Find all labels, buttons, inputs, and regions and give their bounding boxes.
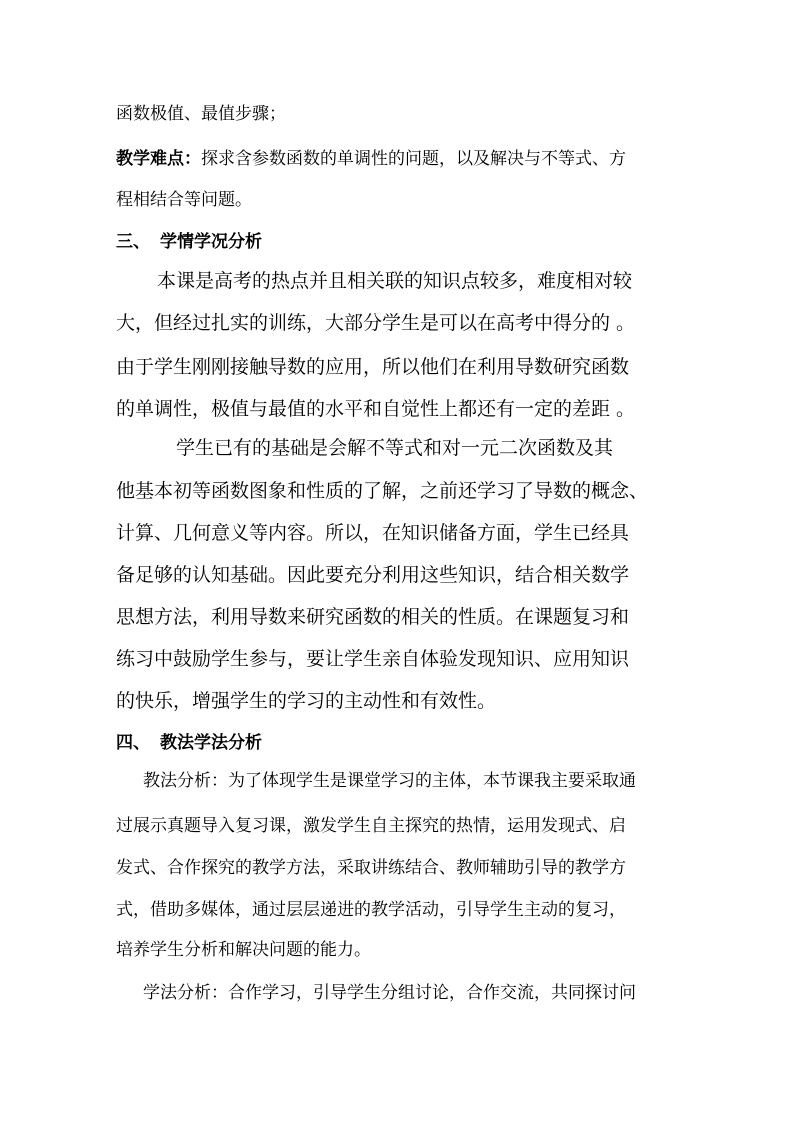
text-line: 大，但经过扎实的训练，大部分学生是可以在高考中得分的 。	[116, 312, 636, 334]
text-line: 学法分析：合作学习，引导学生分组讨论，合作交流，共同探讨问	[143, 983, 636, 1003]
text-line: 计算、几何意义等内容。所以，在知识储备方面，学生已经具	[116, 522, 630, 544]
text-line: 练习中鼓励学生参与，要让学生亲自体验发现知识、应用知识	[116, 648, 630, 670]
difficulty-text: 探求含参数函数的单调性的问题，以及解决与不等式、方	[201, 149, 626, 169]
text-line: 程相结合等问题。	[116, 190, 252, 210]
text-line: 发式、合作探究的教学方法，采取讲练结合、教师辅助引导的教学方	[116, 858, 626, 878]
text-line: 培养学生分析和解决问题的能力。	[116, 940, 371, 960]
text-line: 学生已有的基础是会解不等式和对一元二次函数及其	[176, 437, 614, 459]
text-line: 的快乐，增强学生的学习的主动性和有效性。	[116, 690, 497, 712]
text-line: 的单调性，极值与最值的水平和自觉性上都还有一定的差距 。	[116, 398, 636, 420]
text-line: 式，借助多媒体，通过层层递进的教学活动，引导学生主动的复习，	[116, 900, 626, 920]
section-number: 四、	[116, 733, 150, 753]
difficulty-line	[116, 151, 626, 168]
section-heading	[116, 234, 262, 251]
text-line: 由于学生刚刚接触导数的应用，所以他们在利用导数研究函数	[116, 356, 630, 378]
text-line: 教法分析：为了体现学生是课堂学习的主体，本节课我主要采取通	[143, 771, 636, 791]
section-title: 学情学况分析	[160, 232, 262, 252]
difficulty-label: 教学难点：	[116, 149, 201, 169]
section-title: 教法学法分析	[160, 733, 262, 753]
text-line: 本课是高考的热点并且相关联的知识点较多，难度相对较	[157, 270, 633, 292]
text-line: 函数极值、最值步骤；	[116, 104, 286, 124]
text-line: 他基本初等函数图象和性质的了解，之前还学习了导数的概念、	[116, 480, 649, 502]
section-number: 三、	[116, 232, 150, 252]
text-line: 备足够的认知基础。因此要充分利用这些知识，结合相关数学	[116, 564, 630, 586]
text-line: 过展示真题导入复习课，激发学生自主探究的热情，运用发现式、启	[116, 816, 626, 836]
text-line: 思想方法，利用导数来研究函数的相关的性质。在课题复习和	[116, 606, 630, 628]
section-heading	[116, 735, 262, 752]
